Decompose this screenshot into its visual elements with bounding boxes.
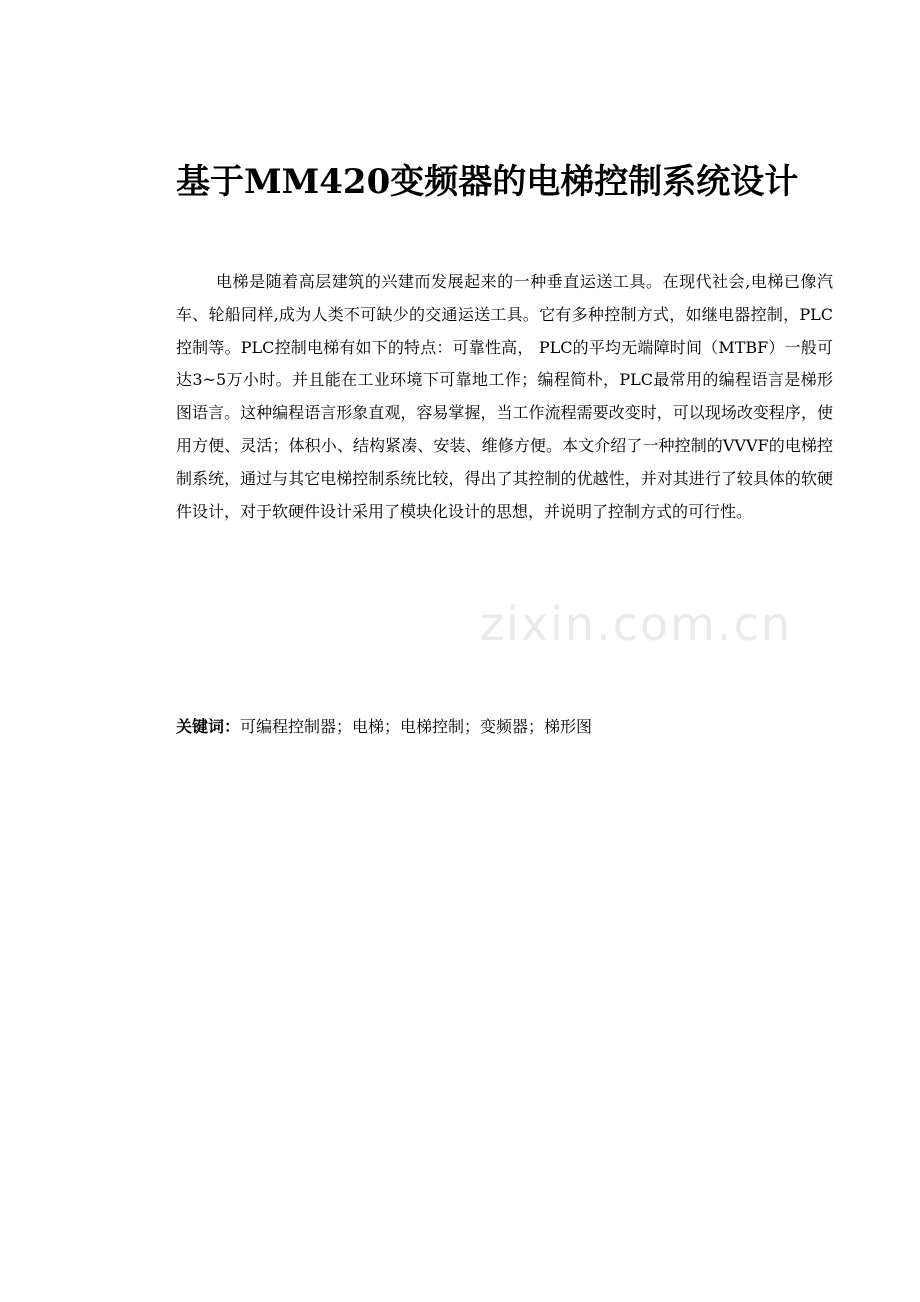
document-title: 基于MM420变频器的电梯控制系统设计 bbox=[176, 162, 799, 202]
keywords-list: 可编程控制器；电梯；电梯控制；变频器；梯形图 bbox=[240, 717, 593, 736]
watermark: zixin.com.cn bbox=[480, 597, 793, 651]
keywords-line bbox=[176, 713, 833, 741]
keywords-label: 关键词： bbox=[176, 717, 241, 736]
abstract-paragraph: 电梯是随着高层建筑的兴建而发展起来的一种垂直运送工具。在现代社会,电梯已像汽车、轮船同样,成为人类不可缺少的交通运送工具。它有多种控制方式，如继电器控制，PLC控制等。PLC控制电梯有如下的特点：可靠性高， PLC的平均无端障时间（MTBF）一般可达3~5万小时。并且能在工业环境下可靠地工作；编程简朴，PLC最常用的编程语言是梯形图语言。这种编程语言形象直观，容易掌握，当工作流程需要改变时，可以现场改变程序，使用方便、灵活；体积小、结构紧凑、安装、维修方便。本文介绍了一种控制的VVVF的电梯控制系统，通过与其它电梯控制系统比较，得出了其控制的优越性，并对其进行了较具体的软硬件设计，对于软硬件设计采用了模块化设计的思想，并说明了控制方式的可行性。 bbox=[176, 272, 833, 521]
